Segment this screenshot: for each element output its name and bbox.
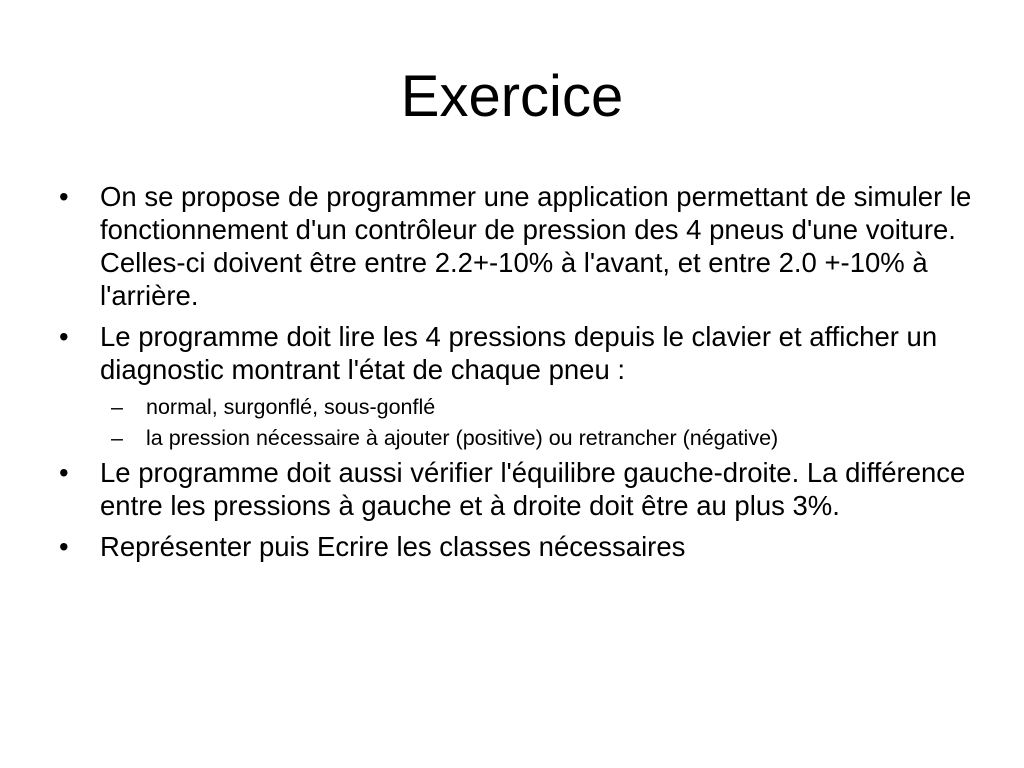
sub-bullet-list: [56, 394, 976, 451]
dash-icon: –: [111, 395, 123, 419]
bullet-item: [56, 180, 976, 312]
bullet-text: Le programme doit aussi vérifier l'équilibre gauche-droite. La différence entre les pressions à gauche et à droite doit être au plus 3%.: [100, 457, 966, 521]
sub-bullet-text: normal, surgonflé, sous-gonflé: [146, 395, 436, 419]
sub-bullet-item: [56, 394, 946, 420]
bullet-text: Le programme doit lire les 4 pressions depuis le clavier et afficher un diagnostic montrant l'état de chaque pneu :: [100, 321, 938, 385]
bullet-dot-icon: •: [59, 531, 69, 562]
dash-icon: –: [111, 426, 123, 450]
bullet-dot-icon: •: [59, 457, 69, 488]
bullet-dot-icon: •: [59, 321, 69, 352]
slide-title: Exercice: [400, 64, 624, 129]
bullet-item: [56, 456, 976, 522]
bullet-item: [56, 530, 976, 563]
bullet-item: [56, 320, 976, 386]
sub-bullet-text: la pression nécessaire à ajouter (positive) ou retrancher (négative): [146, 426, 779, 450]
bullet-list: [56, 180, 976, 571]
bullet-text: Représenter puis Ecrire les classes nécessaires: [100, 531, 686, 562]
sub-bullet-item: [56, 425, 946, 451]
bullet-dot-icon: •: [59, 181, 69, 212]
bullet-text: On se propose de programmer une application permettant de simuler le fonctionnement d'un contrôleur de pression des 4 pneus d'une voiture. Celles-ci doivent être entre 2.2+-10% à l'avant, et entre 2.0 +-10% à l'arrière.: [100, 181, 972, 311]
